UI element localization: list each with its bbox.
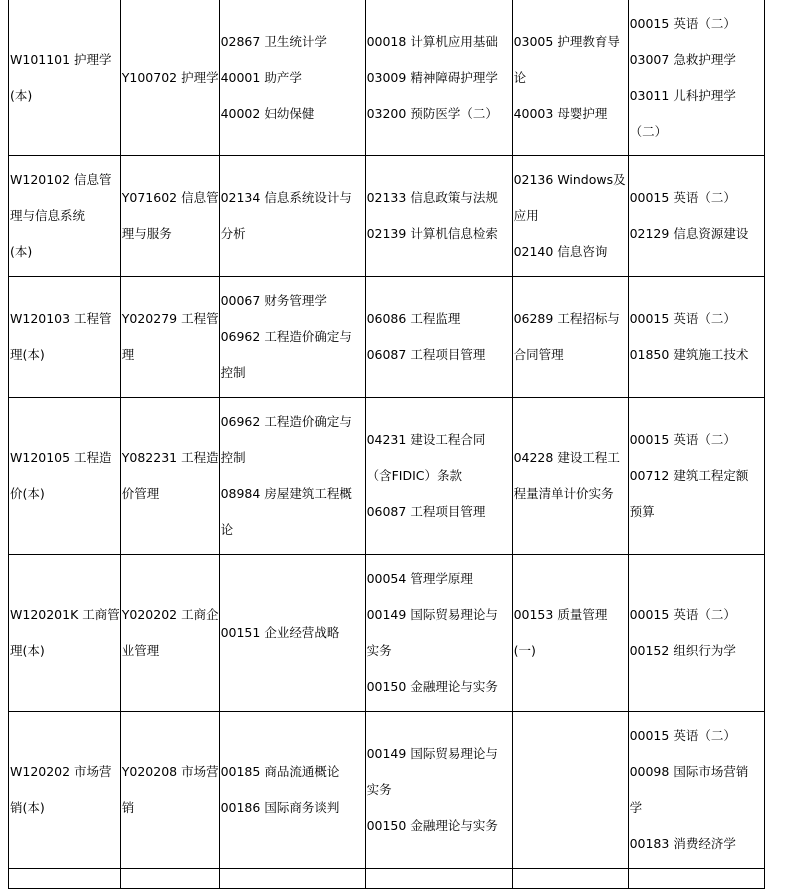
cell-text-line: W120202 市场营 [10, 764, 112, 779]
cell-text-line: 实务 [366, 782, 392, 797]
cell-text-line: Y071602 信息管 [121, 190, 219, 205]
cell-text-line: 价管理 [121, 486, 160, 501]
course-group-2-cell [365, 156, 512, 277]
course-group-4-cell [628, 156, 764, 277]
cell-text-line: (一) [513, 643, 536, 658]
cell-text-line: 00149 国际贸易理论与 [366, 607, 498, 622]
course-group-4-cell [628, 277, 764, 398]
cell-text-line: （含FIDIC）条款 [366, 468, 462, 483]
cell-text-line: 40001 助产学 [220, 69, 302, 85]
cell-text-line: 00712 建筑工程定额 [629, 468, 749, 483]
course-group-1-cell [219, 0, 365, 156]
specialty-code-cell [120, 156, 219, 277]
cell-text-line: 合同管理 [513, 347, 564, 362]
cell-text-line: W101101 护理学 [10, 51, 112, 67]
cell-text-line: 论 [513, 69, 527, 85]
major-code-cell [9, 555, 121, 712]
cell-text-line: 学 [629, 800, 643, 815]
course-table [8, 0, 765, 889]
cell-text-line: 00067 财务管理学 [220, 293, 327, 308]
course-group-4-cell [628, 398, 764, 555]
cell-text-line: Y020208 市场营 [121, 764, 219, 779]
cell-text-line: 06962 工程造价确定与 [220, 414, 352, 429]
cell-text-line: 02134 信息系统设计与 [220, 190, 352, 205]
cell-text-line: 02867 卫生统计学 [220, 33, 327, 49]
course-group-2-cell [365, 277, 512, 398]
major-code-cell [9, 277, 121, 398]
cell-text-line: W120201K 工商管 [10, 607, 120, 622]
cell-text-line: 00150 金融理论与实务 [366, 679, 498, 694]
cell-text-line: 00015 英语（二） [629, 311, 736, 326]
cell-text-line: 04228 建设工程工 [513, 450, 620, 465]
course-group-3-cell [512, 277, 628, 398]
cell-text-line: 00150 金融理论与实务 [366, 818, 498, 833]
cell-text-line: 论 [220, 522, 234, 537]
cell-text-line: 00151 企业经营战略 [220, 625, 340, 640]
course-group-1-cell [219, 712, 365, 869]
cell-text-line: 业管理 [121, 643, 160, 658]
table-row [9, 398, 765, 555]
course-group-2-cell [365, 712, 512, 869]
cell-text-line: 03007 急救护理学 [629, 51, 736, 67]
course-group-2-cell [365, 555, 512, 712]
cell-text-line: 控制 [220, 450, 246, 465]
table-row [9, 555, 765, 712]
cell-text-line: 00015 英语（二） [629, 15, 736, 31]
course-group-3-cell [512, 0, 628, 156]
cell-text-line: 03200 预防医学（二） [366, 105, 498, 121]
specialty-code-cell [120, 0, 219, 156]
cell-text-line: 06962 工程造价确定与 [220, 329, 352, 344]
cell-text-line: 03009 精神障碍护理学 [366, 69, 498, 85]
major-code-cell [9, 712, 121, 869]
cell-text-line: （二） [629, 123, 668, 139]
cell-text-line: 00015 英语（二） [629, 432, 736, 447]
cell-text-line: 00183 消费经济学 [629, 836, 736, 851]
cell-text-line: 06289 工程招标与 [513, 311, 620, 326]
cell-text-line: 程量清单计价实务 [513, 486, 614, 501]
cell-text-line: 价(本) [10, 486, 45, 501]
cell-text-line: 实务 [366, 643, 392, 658]
cell-text-line: 理与服务 [121, 226, 172, 241]
cell-text-line: 00185 商品流通概论 [220, 764, 340, 779]
course-group-1-cell [219, 555, 365, 712]
major-code-cell [9, 398, 121, 555]
course-group-3-cell [512, 712, 628, 869]
table-row [9, 156, 765, 277]
cell-text-line: 02140 信息咨询 [513, 244, 608, 259]
course-group-1-cell [219, 277, 365, 398]
course-group-4-cell [628, 0, 764, 156]
cell-text-line: 08984 房屋建筑工程概 [220, 486, 352, 501]
cell-text-line: 应用 [513, 208, 539, 223]
major-code-cell [9, 156, 121, 277]
cell-text-line: Y082231 工程造 [121, 450, 219, 465]
cell-text-line: Y100702 护理学 [121, 69, 219, 85]
cell-text-line: W120103 工程管 [10, 311, 112, 326]
cell-text-line: Y020202 工商企 [121, 607, 219, 622]
cell-text-line: 03005 护理教育导 [513, 33, 620, 49]
cell-text-line: (本) [10, 87, 33, 103]
course-group-1-cell [219, 156, 365, 277]
table-row [9, 277, 765, 398]
cell-text-line: W120102 信息管 [10, 172, 112, 187]
cell-text-line: 00018 计算机应用基础 [366, 33, 498, 49]
table-row [9, 712, 765, 869]
course-group-4-cell [628, 712, 764, 869]
cell-text-line: 03011 儿科护理学 [629, 87, 736, 103]
specialty-code-cell [120, 398, 219, 555]
cell-text-line: 00054 管理学原理 [366, 571, 473, 586]
cell-text-line: 06087 工程项目管理 [366, 504, 486, 519]
cell-text-line: 02136 Windows及 [513, 172, 626, 187]
specialty-code-cell [120, 277, 219, 398]
cell-text-line: W120105 工程造 [10, 450, 112, 465]
cell-text-line: 00015 英语（二） [629, 607, 736, 622]
cell-text-line: 01850 建筑施工技术 [629, 347, 749, 362]
cell-text-line: Y020279 工程管 [121, 311, 219, 326]
cell-text-line: 00098 国际市场营销 [629, 764, 749, 779]
specialty-code-cell [120, 555, 219, 712]
cell-text-line: 06086 工程监理 [366, 311, 461, 326]
course-group-1-cell [219, 398, 365, 555]
course-group-3-cell [512, 398, 628, 555]
specialty-code-cell [120, 712, 219, 869]
cell-text-line: (本) [10, 244, 33, 259]
cell-text-line: 理(本) [10, 347, 45, 362]
course-group-4-cell [628, 555, 764, 712]
major-code-cell [9, 0, 121, 156]
cell-text-line: 04231 建设工程合同 [366, 432, 486, 447]
cell-text-line: 00149 国际贸易理论与 [366, 746, 498, 761]
course-group-2-cell [365, 398, 512, 555]
cell-text-line: 控制 [220, 365, 246, 380]
cell-text-line: 销(本) [10, 800, 45, 815]
cell-text-line: 02129 信息资源建设 [629, 226, 749, 241]
cell-text-line: 02139 计算机信息检索 [366, 226, 498, 241]
cell-text-line: 00153 质量管理 [513, 607, 608, 622]
course-group-3-cell [512, 156, 628, 277]
cell-text-line: 分析 [220, 226, 246, 241]
cell-text-line: 40002 妇幼保健 [220, 105, 315, 121]
table-row [9, 0, 765, 156]
cell-text-line: 06087 工程项目管理 [366, 347, 486, 362]
cell-text-line: 预算 [629, 504, 655, 519]
cell-text-line: 02133 信息政策与法规 [366, 190, 498, 205]
course-group-2-cell [365, 0, 512, 156]
course-group-3-cell [512, 555, 628, 712]
cell-text-line: 00015 英语（二） [629, 190, 736, 205]
cell-text-line: 00015 英语（二） [629, 728, 736, 743]
cell-text-line: 00152 组织行为学 [629, 643, 736, 658]
cell-text-line: 理(本) [10, 643, 45, 658]
cell-text-line: 理 [121, 347, 135, 362]
cell-text-line: 40003 母婴护理 [513, 105, 608, 121]
cell-text-line: 理与信息系统 [10, 208, 86, 223]
cell-text-line: 销 [121, 800, 135, 815]
cell-text-line: 00186 国际商务谈判 [220, 800, 340, 815]
